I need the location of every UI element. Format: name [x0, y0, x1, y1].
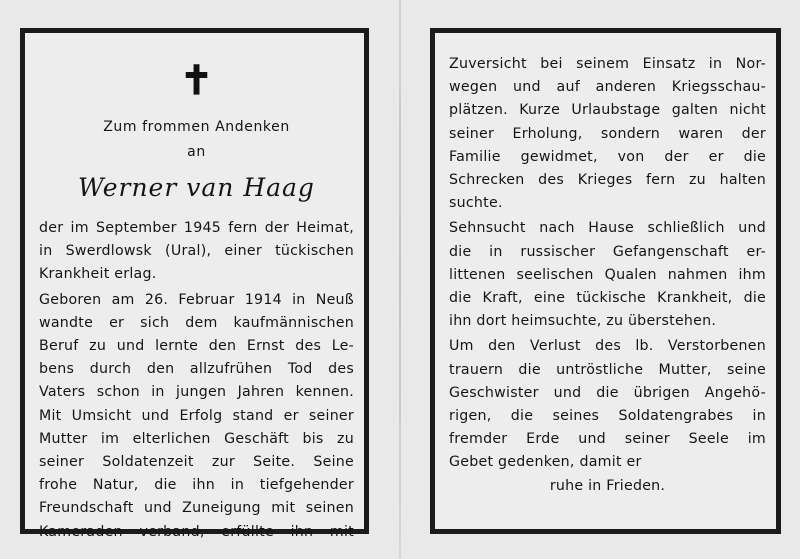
text-line: bens durch den allzufrühen Tod des — [39, 361, 354, 378]
right-text-block — [449, 53, 766, 498]
text-line: Sehnsucht nach Hause schließlich und — [449, 220, 766, 237]
text-line: Zuversicht bei seinem Einsatz in Nor- — [449, 56, 766, 72]
text-line: Familie gewidmet, von der er die — [449, 148, 766, 165]
text-line: Freundschaft und Zuneigung mit seinen — [39, 500, 354, 517]
text-line: die in russischer Gefangenschaft er- — [449, 243, 766, 260]
text-line: Vaters schon in jungen Jahren kennen. — [39, 384, 354, 401]
paper-fold-crease — [399, 0, 401, 559]
text-line: Krankheit erlag. — [39, 266, 157, 283]
text-line: Mutter im elterlichen Geschäft bis zu — [39, 430, 354, 447]
text-line: ihn dort heimsuchte, zu überstehen. — [449, 313, 717, 330]
text-line: suchte. — [449, 195, 503, 212]
text-line: wegen und auf anderen Kriegsschau- — [449, 79, 766, 96]
deceased-name: Werner van Haag — [78, 173, 315, 202]
text-line: in Swerdlowsk (Ural), einer tückischen — [39, 243, 354, 260]
text-line: Kameraden verband, erfüllte ihn mit — [39, 523, 354, 540]
text-line: Beruf zu und lernte den Ernst des Le- — [39, 338, 354, 355]
text-line: plätzen. Kurze Urlaubstage galten nicht — [449, 102, 766, 119]
text-line: Schrecken des Krieges fern zu halten — [449, 172, 766, 189]
text-line: wandte er sich dem kaufmännischen — [39, 314, 354, 331]
text-line: trauern die untröstliche Mutter, seine — [449, 361, 766, 378]
cross-icon: ✝ — [179, 57, 214, 104]
text-line: Geboren am 26. Februar 1914 in Neuß — [39, 291, 354, 308]
text-line: der im September 1945 fern der Heimat, — [39, 220, 354, 236]
text-line: Mit Umsicht und Erfolg stand er seiner — [39, 407, 354, 424]
text-line: frohe Natur, die ihn in tiefgehender — [39, 477, 354, 494]
right-panel-content — [449, 33, 766, 529]
left-memorial-panel — [20, 28, 369, 540]
text-line: fremder Erde und seiner Seele im — [449, 431, 766, 448]
text-line: Gebet gedenken, damit er — [449, 454, 642, 471]
text-line: seiner Soldatenzeit zur Seite. Seine — [39, 454, 354, 471]
intro-line: Zum frommen Andenken — [103, 119, 290, 135]
intro-line-an: an — [187, 144, 206, 160]
text-line: Um den Verlust des lb. Verstorbenen — [449, 338, 766, 355]
text-line: rigen, die seines Soldatengrabes in — [449, 408, 766, 425]
left-text-block — [39, 217, 354, 544]
text-line: seiner Erholung, sondern waren der — [449, 125, 766, 142]
text-line: die Kraft, eine tückische Krankheit, die — [449, 290, 766, 307]
left-panel-content — [39, 33, 354, 540]
text-line: Geschwister und die übrigen Angehö- — [449, 384, 766, 401]
right-memorial-panel — [430, 28, 781, 534]
closing-line: ruhe in Frieden. — [549, 477, 666, 494]
text-line: littenen seelischen Qualen nahmen ihm — [449, 266, 766, 283]
